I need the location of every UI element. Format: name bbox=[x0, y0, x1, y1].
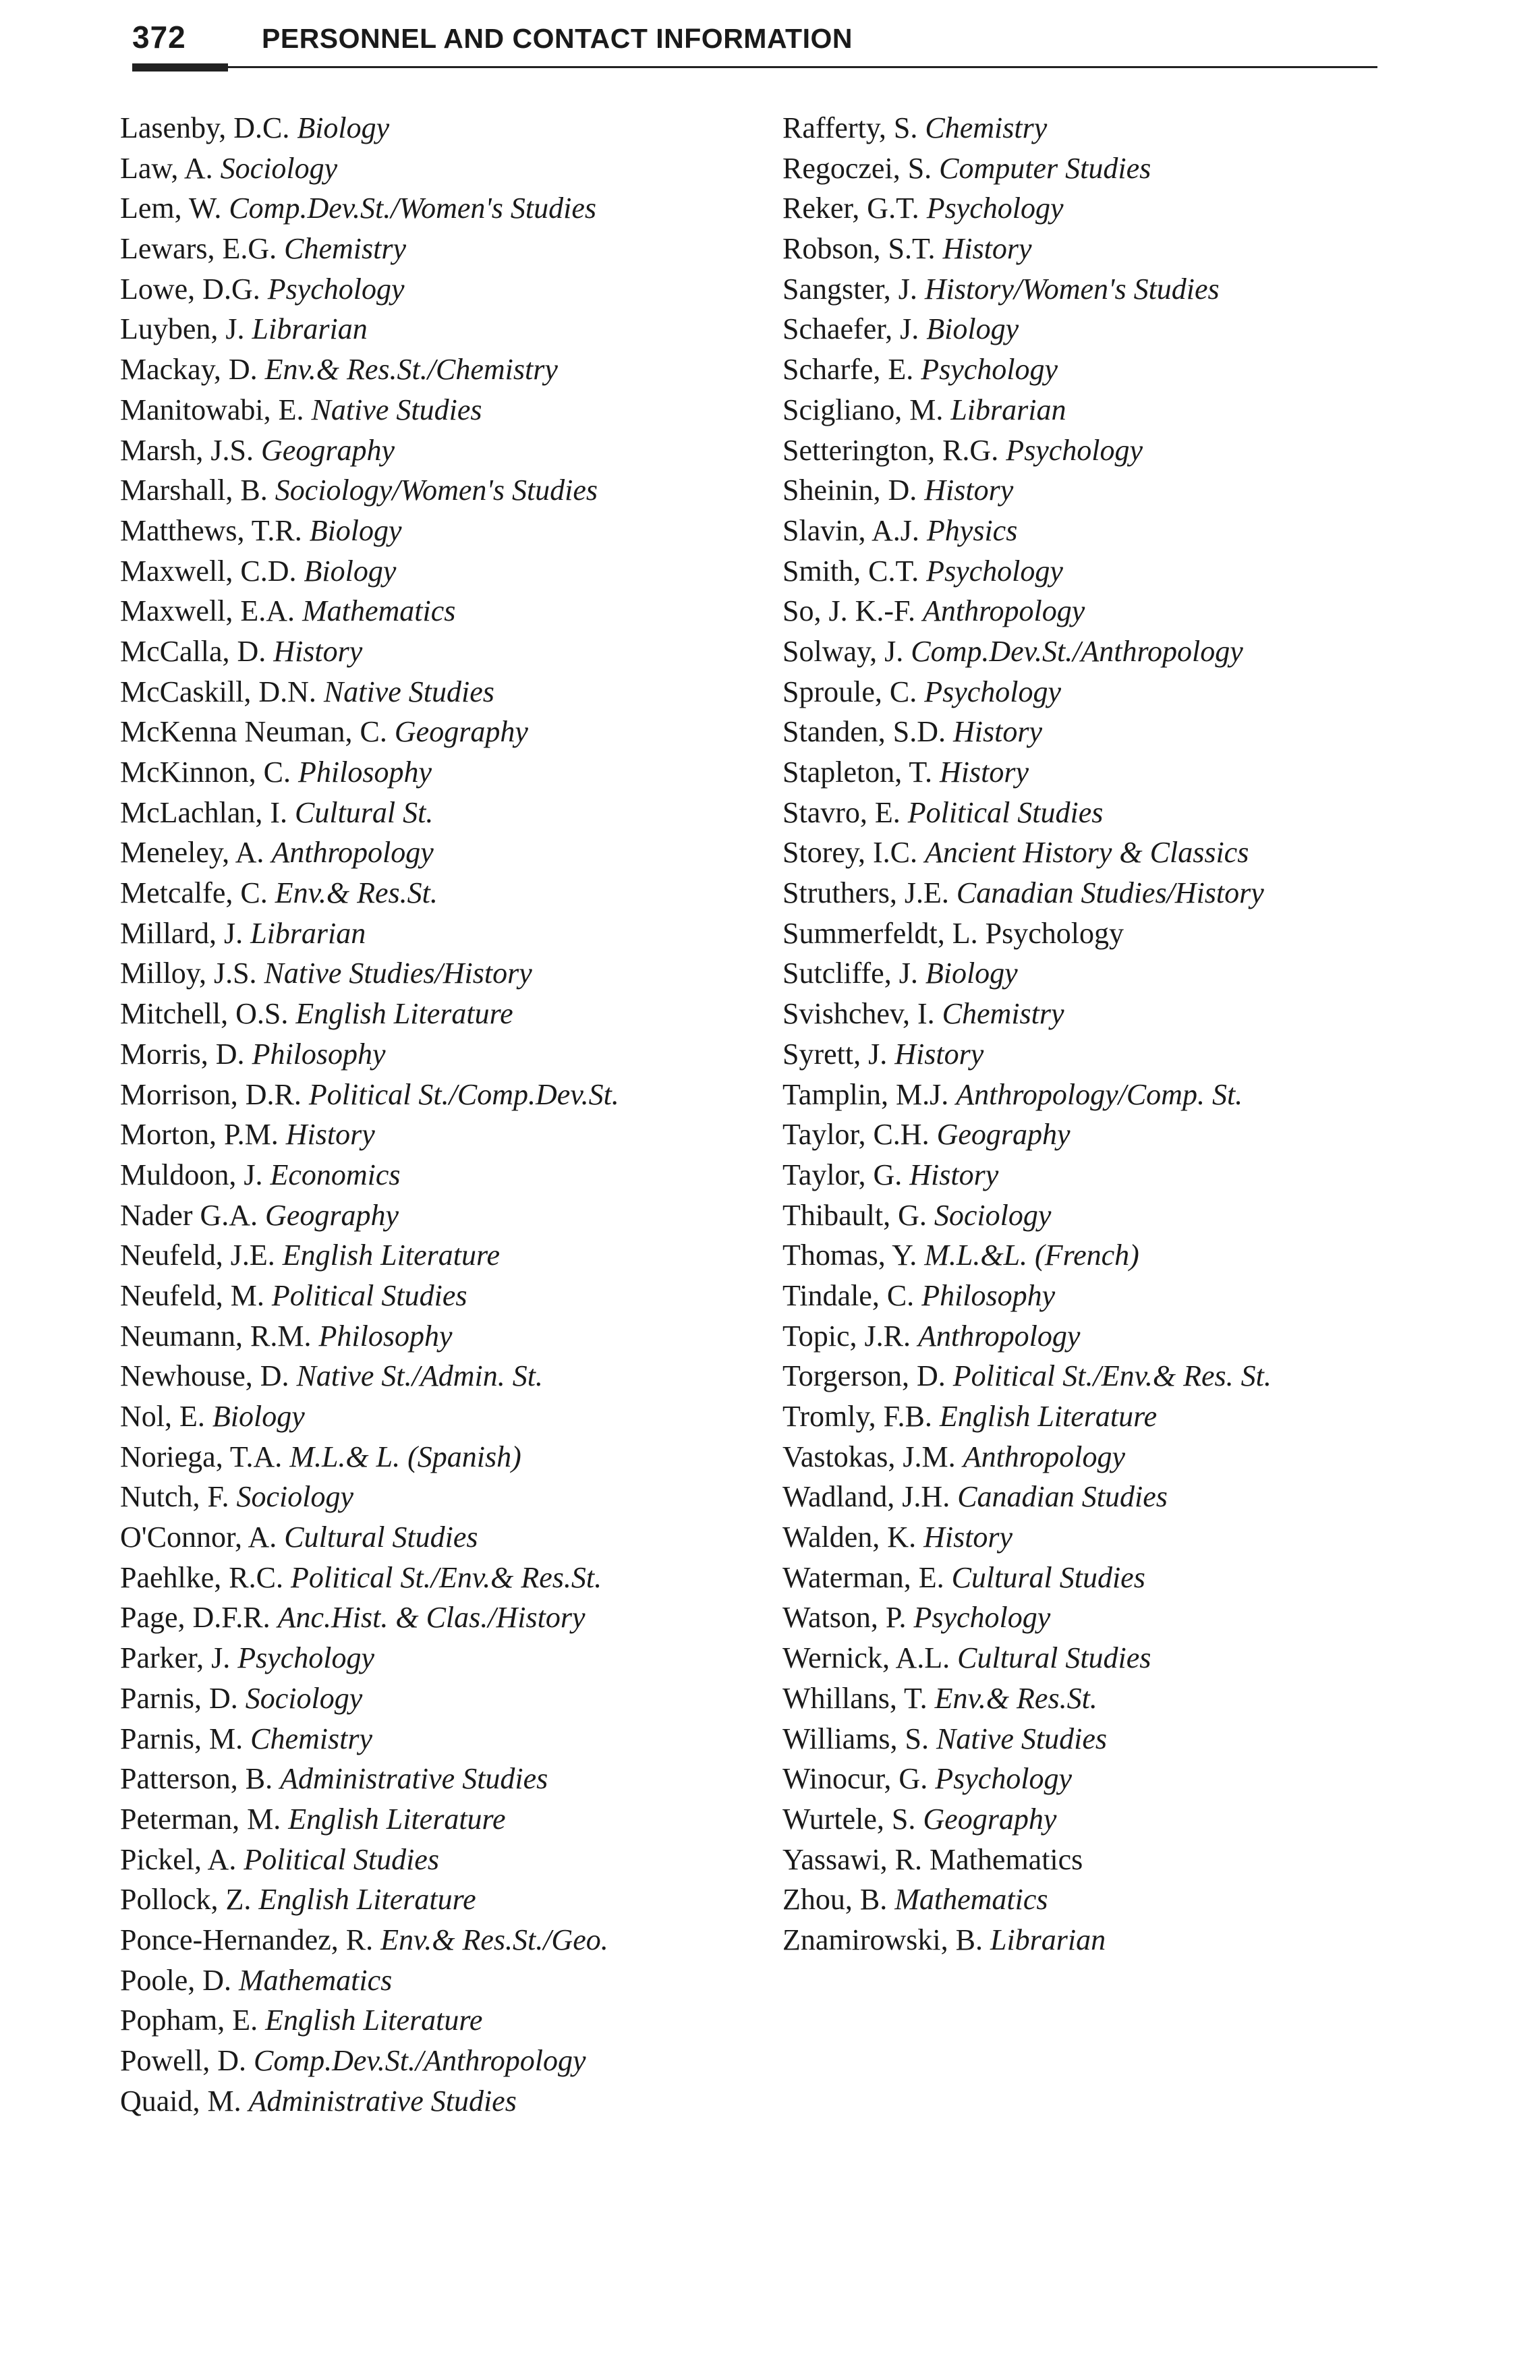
person-name: Svishchev, I. bbox=[782, 997, 935, 1031]
department: Political St./Env.& Res.St. bbox=[290, 1560, 602, 1594]
directory-entry bbox=[120, 1960, 795, 2001]
person-name: Watson, P. bbox=[782, 1601, 907, 1635]
directory-entry bbox=[120, 1396, 795, 1437]
department: Psychology bbox=[985, 916, 1124, 950]
directory-entry bbox=[120, 269, 795, 310]
directory-entry bbox=[782, 913, 1457, 954]
directory-entry bbox=[120, 1799, 795, 1840]
person-name: Luyben, J. bbox=[120, 312, 245, 346]
person-name: Syrett, J. bbox=[782, 1037, 888, 1071]
department: Anthropology bbox=[922, 594, 1085, 628]
person-name: Nutch, F. bbox=[120, 1480, 229, 1514]
person-name: Vastokas, J.M. bbox=[782, 1440, 956, 1473]
department: Administrative Studies bbox=[248, 2084, 517, 2118]
person-name: Lewars, E.G. bbox=[120, 232, 277, 266]
person-name: Nader G.A. bbox=[120, 1198, 258, 1232]
department: Chemistry bbox=[284, 232, 407, 266]
department: Biology bbox=[926, 312, 1019, 346]
directory-entry bbox=[120, 1719, 795, 1759]
department: Chemistry bbox=[942, 997, 1064, 1031]
person-name: Whillans, T. bbox=[782, 1681, 928, 1715]
department: Canadian Studies/History bbox=[956, 876, 1264, 910]
department: Librarian bbox=[950, 393, 1066, 426]
directory-entry bbox=[120, 1075, 795, 1115]
department: History bbox=[923, 1521, 1013, 1554]
department: Mathematics bbox=[894, 1883, 1048, 1917]
department: Biology bbox=[304, 554, 397, 588]
person-name: Slavin, A.J. bbox=[782, 513, 919, 547]
directory-entry bbox=[782, 1316, 1457, 1357]
person-name: Scigliano, M. bbox=[782, 393, 944, 426]
person-name: Summerfeldt, L. bbox=[782, 916, 978, 950]
directory-entry bbox=[120, 2000, 795, 2041]
person-name: Milloy, J.S. bbox=[120, 957, 257, 990]
directory-entry bbox=[120, 551, 795, 592]
department: Env.& Res.St. bbox=[275, 876, 438, 910]
department: Env.& Res.St./Geo. bbox=[380, 1923, 608, 1956]
directory-entry bbox=[782, 1276, 1457, 1316]
directory-entry bbox=[120, 994, 795, 1034]
department: Psychology bbox=[926, 192, 1064, 225]
left-column bbox=[120, 108, 795, 2121]
directory-entry bbox=[120, 793, 795, 833]
person-name: Matthews, T.R. bbox=[120, 513, 302, 547]
person-name: Pickel, A. bbox=[120, 1842, 237, 1876]
directory-entry bbox=[782, 1155, 1457, 1195]
directory-entry bbox=[782, 430, 1457, 471]
directory-entry bbox=[120, 712, 795, 752]
directory-entry bbox=[782, 672, 1457, 712]
directory-entry bbox=[120, 1477, 795, 1517]
person-name: Sangster, J. bbox=[782, 272, 917, 306]
directory-entry bbox=[782, 1558, 1457, 1598]
department: M.L.&L. (French) bbox=[924, 1239, 1139, 1272]
department: Anthropology bbox=[271, 836, 434, 870]
department: Cultural Studies bbox=[951, 1560, 1145, 1594]
directory-entry bbox=[120, 1840, 795, 1880]
department: Geography bbox=[936, 1118, 1071, 1152]
person-name: Sheinin, D. bbox=[782, 474, 917, 507]
person-name: Powell, D. bbox=[120, 2044, 246, 2077]
person-name: Law, A. bbox=[120, 151, 213, 185]
directory-entry bbox=[782, 229, 1457, 269]
person-name: Taylor, G. bbox=[782, 1158, 903, 1191]
department: Philosophy bbox=[298, 756, 432, 789]
department: Chemistry bbox=[250, 1722, 373, 1755]
person-name: Newhouse, D. bbox=[120, 1359, 289, 1393]
department: Librarian bbox=[252, 312, 368, 346]
person-name: Regoczei, S. bbox=[782, 151, 932, 185]
person-name: So, J. K.-F. bbox=[782, 594, 915, 628]
department: Cultural Studies bbox=[284, 1521, 478, 1554]
department: History bbox=[285, 1118, 375, 1152]
directory-entry bbox=[782, 1356, 1457, 1396]
person-name: Waterman, E. bbox=[782, 1560, 944, 1594]
person-name: Paehlke, R.C. bbox=[120, 1560, 283, 1594]
directory-entry bbox=[782, 591, 1457, 631]
directory-entry bbox=[120, 229, 795, 269]
person-name: Marsh, J.S. bbox=[120, 433, 254, 467]
person-name: Maxwell, E.A. bbox=[120, 594, 295, 628]
department: Comp.Dev.St./Anthropology bbox=[911, 634, 1243, 668]
directory-entry bbox=[120, 873, 795, 913]
directory-entry bbox=[120, 511, 795, 551]
department: Env.& Res.St. bbox=[934, 1681, 1097, 1715]
department: Biology bbox=[309, 513, 402, 547]
person-name: Struthers, J.E. bbox=[782, 876, 949, 910]
directory-entry bbox=[120, 913, 795, 954]
directory-entry bbox=[782, 1195, 1457, 1236]
directory-entry bbox=[782, 873, 1457, 913]
department: Comp.Dev.St./Anthropology bbox=[254, 2044, 586, 2077]
department: Computer Studies bbox=[939, 151, 1151, 185]
directory-entry bbox=[782, 1034, 1457, 1075]
person-name: Setterington, R.G. bbox=[782, 433, 999, 467]
person-name: Znamirowski, B. bbox=[782, 1923, 983, 1956]
department: Ancient History & Classics bbox=[925, 836, 1249, 870]
directory-entry bbox=[120, 349, 795, 390]
person-name: Meneley, A. bbox=[120, 836, 264, 870]
directory-entry bbox=[120, 1316, 795, 1357]
right-column bbox=[782, 108, 1457, 1960]
directory-entry bbox=[120, 752, 795, 793]
directory-entry bbox=[120, 832, 795, 873]
department: Philosophy bbox=[318, 1319, 453, 1353]
directory-entry bbox=[120, 1155, 795, 1195]
department: Sociology bbox=[245, 1681, 363, 1715]
directory-entry bbox=[120, 1437, 795, 1477]
department: Anc.Hist. & Clas./History bbox=[277, 1601, 586, 1635]
department: Biology bbox=[925, 957, 1018, 990]
department: Political Studies bbox=[244, 1842, 439, 1876]
person-name: Winocur, G. bbox=[782, 1762, 928, 1796]
person-name: Thomas, Y. bbox=[782, 1239, 917, 1272]
department: History bbox=[940, 756, 1029, 789]
department: Economics bbox=[270, 1158, 401, 1191]
directory-entry bbox=[782, 1114, 1457, 1155]
department: Native Studies bbox=[311, 393, 482, 426]
department: English Literature bbox=[258, 1883, 476, 1917]
directory-entry bbox=[782, 1719, 1457, 1759]
department: Biology bbox=[212, 1400, 305, 1433]
department: Anthropology/Comp. St. bbox=[956, 1077, 1243, 1111]
person-name: Wurtele, S. bbox=[782, 1802, 916, 1836]
person-name: Ponce-Hernandez, R. bbox=[120, 1923, 374, 1956]
person-name: Scharfe, E. bbox=[782, 353, 914, 387]
department: Political St./Comp.Dev.St. bbox=[308, 1077, 619, 1111]
person-name: Sutcliffe, J. bbox=[782, 957, 918, 990]
directory-entry bbox=[782, 1759, 1457, 1799]
department: English Literature bbox=[282, 1239, 500, 1272]
directory-entry bbox=[782, 953, 1457, 994]
person-name: McKinnon, C. bbox=[120, 756, 291, 789]
department: Native St./Admin. St. bbox=[296, 1359, 543, 1393]
person-name: Pollock, Z. bbox=[120, 1883, 252, 1917]
directory-entry bbox=[120, 430, 795, 471]
person-name: Neumann, R.M. bbox=[120, 1319, 312, 1353]
directory-entry bbox=[120, 309, 795, 349]
person-name: Stapleton, T. bbox=[782, 756, 933, 789]
directory-entry bbox=[120, 672, 795, 712]
directory-entry bbox=[120, 1276, 795, 1316]
person-name: O'Connor, A. bbox=[120, 1521, 277, 1554]
department: English Literature bbox=[265, 2004, 483, 2037]
department: Psychology bbox=[921, 353, 1058, 387]
department: Psychology bbox=[924, 675, 1062, 708]
department: Native Studies bbox=[936, 1722, 1107, 1755]
department: Anthropology bbox=[963, 1440, 1126, 1473]
department: Political Studies bbox=[907, 795, 1104, 829]
directory-entry bbox=[120, 470, 795, 511]
directory-entry bbox=[782, 1879, 1457, 1920]
person-name: Nol, E. bbox=[120, 1400, 205, 1433]
directory-entry bbox=[120, 1034, 795, 1075]
person-name: Maxwell, C.D. bbox=[120, 554, 297, 588]
directory-entry bbox=[782, 511, 1457, 551]
directory-entry bbox=[782, 1597, 1457, 1638]
person-name: Robson, S.T. bbox=[782, 232, 936, 266]
department: Philosophy bbox=[252, 1037, 386, 1071]
department: Librarian bbox=[250, 916, 366, 950]
department: M.L.& L. (Spanish) bbox=[289, 1440, 521, 1473]
directory-entry bbox=[782, 1920, 1457, 1960]
directory-entry bbox=[120, 1114, 795, 1155]
department: Geography bbox=[265, 1198, 399, 1232]
person-name: Wadland, J.H. bbox=[782, 1480, 950, 1514]
person-name: Solway, J. bbox=[782, 634, 904, 668]
person-name: Patterson, B. bbox=[120, 1762, 273, 1796]
directory-entry bbox=[782, 269, 1457, 310]
directory-entry bbox=[782, 752, 1457, 793]
person-name: Schaefer, J. bbox=[782, 312, 919, 346]
directory-entry bbox=[120, 1638, 795, 1678]
department: Sociology/Women's Studies bbox=[275, 474, 598, 507]
department: Cultural St. bbox=[295, 795, 434, 829]
directory-entry bbox=[782, 1477, 1457, 1517]
person-name: Page, D.F.R. bbox=[120, 1601, 270, 1635]
person-name: Morton, P.M. bbox=[120, 1118, 279, 1152]
directory-entry bbox=[782, 1517, 1457, 1558]
directory-entry bbox=[120, 390, 795, 430]
person-name: Stavro, E. bbox=[782, 795, 901, 829]
person-name: Sproule, C. bbox=[782, 675, 917, 708]
directory-entry bbox=[782, 1396, 1457, 1437]
person-name: Tamplin, M.J. bbox=[782, 1077, 949, 1111]
department: Administrative Studies bbox=[280, 1762, 548, 1796]
department: Sociology bbox=[220, 151, 338, 185]
department: Political St./Env.& Res. St. bbox=[952, 1359, 1272, 1393]
directory-entry bbox=[120, 1678, 795, 1719]
person-name: Millard, J. bbox=[120, 916, 244, 950]
department: Mathematics bbox=[930, 1842, 1083, 1876]
page-number: 372 bbox=[132, 20, 186, 55]
department: Anthropology bbox=[918, 1319, 1081, 1353]
directory-entry bbox=[120, 1235, 795, 1276]
department: Psychology bbox=[237, 1641, 375, 1675]
directory-entry bbox=[782, 1799, 1457, 1840]
department: English Literature bbox=[295, 997, 513, 1031]
department: Physics bbox=[926, 513, 1018, 547]
department: Biology bbox=[297, 111, 390, 144]
header-rule bbox=[132, 66, 1377, 68]
directory-entry bbox=[782, 1678, 1457, 1719]
department: Geography bbox=[394, 715, 528, 749]
department: Native Studies bbox=[323, 675, 494, 708]
directory-entry bbox=[120, 148, 795, 189]
department: Political Studies bbox=[271, 1278, 467, 1312]
directory-entry bbox=[120, 1597, 795, 1638]
directory-entry bbox=[782, 349, 1457, 390]
person-name: Parnis, M. bbox=[120, 1722, 244, 1755]
person-name: Walden, K. bbox=[782, 1521, 917, 1554]
directory-entry bbox=[782, 793, 1457, 833]
department: Mathematics bbox=[239, 1963, 393, 1997]
running-header bbox=[132, 19, 1377, 73]
person-name: McCalla, D. bbox=[120, 634, 266, 668]
person-name: Noriega, T.A. bbox=[120, 1440, 283, 1473]
department: History/Women's Studies bbox=[924, 272, 1220, 306]
person-name: Neufeld, M. bbox=[120, 1278, 264, 1312]
directory-entry bbox=[120, 2041, 795, 2081]
directory-entry bbox=[782, 390, 1457, 430]
person-name: Marshall, B. bbox=[120, 474, 268, 507]
person-name: Yassawi, R. bbox=[782, 1842, 923, 1876]
department: History bbox=[953, 715, 1042, 749]
directory-entry bbox=[782, 994, 1457, 1034]
department: English Literature bbox=[939, 1400, 1158, 1433]
running-title: PERSONNEL AND CONTACT INFORMATION bbox=[262, 23, 853, 54]
directory-entry bbox=[782, 1235, 1457, 1276]
department: Geography bbox=[923, 1802, 1057, 1836]
directory-entry bbox=[120, 1517, 795, 1558]
person-name: McCaskill, D.N. bbox=[120, 675, 316, 708]
person-name: Lasenby, D.C. bbox=[120, 111, 290, 144]
directory-entry bbox=[782, 631, 1457, 672]
person-name: Reker, G.T. bbox=[782, 192, 919, 225]
person-name: Williams, S. bbox=[782, 1722, 930, 1755]
person-name: Smith, C.T. bbox=[782, 554, 919, 588]
person-name: Torgerson, D. bbox=[782, 1359, 946, 1393]
department: Librarian bbox=[990, 1923, 1106, 1956]
department: Psychology bbox=[935, 1762, 1072, 1796]
person-name: Muldoon, J. bbox=[120, 1158, 263, 1191]
person-name: Tromly, F.B. bbox=[782, 1400, 932, 1433]
department: Mathematics bbox=[302, 594, 456, 628]
person-name: Morrison, D.R. bbox=[120, 1077, 302, 1111]
person-name: Quaid, M. bbox=[120, 2084, 241, 2118]
department: Comp.Dev.St./Women's Studies bbox=[229, 192, 597, 225]
person-name: Standen, S.D. bbox=[782, 715, 946, 749]
directory-entry bbox=[782, 832, 1457, 873]
department: History bbox=[909, 1158, 999, 1191]
person-name: Neufeld, J.E. bbox=[120, 1239, 275, 1272]
department: Env.& Res.St./Chemistry bbox=[264, 353, 558, 387]
department: Geography bbox=[261, 433, 395, 467]
department: Cultural Studies bbox=[957, 1641, 1151, 1675]
department: Native Studies/History bbox=[264, 957, 532, 990]
directory-entry bbox=[120, 2081, 795, 2122]
department: Chemistry bbox=[925, 111, 1048, 144]
directory-entry bbox=[782, 148, 1457, 189]
person-name: Manitowabi, E. bbox=[120, 393, 304, 426]
person-name: Zhou, B. bbox=[782, 1883, 888, 1917]
directory-entry bbox=[782, 1638, 1457, 1678]
directory-entry bbox=[120, 1879, 795, 1920]
person-name: Taylor, C.H. bbox=[782, 1118, 930, 1152]
directory-entry bbox=[120, 1920, 795, 1960]
person-name: McKenna Neuman, C. bbox=[120, 715, 387, 749]
department: Psychology bbox=[267, 272, 405, 306]
directory-entry bbox=[782, 309, 1457, 349]
person-name: Thibault, G. bbox=[782, 1198, 927, 1232]
department: Psychology bbox=[926, 554, 1063, 588]
person-name: Popham, E. bbox=[120, 2004, 258, 2037]
person-name: Lowe, D.G. bbox=[120, 272, 260, 306]
directory-entry bbox=[782, 1075, 1457, 1115]
directory-entry bbox=[782, 188, 1457, 229]
directory-entry bbox=[782, 108, 1457, 148]
directory-entry bbox=[120, 631, 795, 672]
person-name: Morris, D. bbox=[120, 1037, 245, 1071]
department: Canadian Studies bbox=[957, 1480, 1168, 1514]
person-name: Lem, W. bbox=[120, 192, 222, 225]
directory-entry bbox=[120, 1356, 795, 1396]
directory-entry bbox=[120, 1759, 795, 1799]
directory-entry bbox=[782, 551, 1457, 592]
person-name: Topic, J.R. bbox=[782, 1319, 911, 1353]
person-name: Tindale, C. bbox=[782, 1278, 915, 1312]
department: History bbox=[273, 634, 363, 668]
directory-entry bbox=[782, 1437, 1457, 1477]
directory-entry bbox=[782, 470, 1457, 511]
person-name: Storey, I.C. bbox=[782, 836, 918, 870]
department: Psychology bbox=[913, 1601, 1051, 1635]
directory-entry bbox=[120, 953, 795, 994]
person-name: Mitchell, O.S. bbox=[120, 997, 289, 1031]
department: Sociology bbox=[934, 1198, 1052, 1232]
department: Psychology bbox=[1006, 433, 1143, 467]
person-name: McLachlan, I. bbox=[120, 795, 287, 829]
directory-entry bbox=[120, 108, 795, 148]
person-name: Parnis, D. bbox=[120, 1681, 238, 1715]
department: History bbox=[942, 232, 1032, 266]
directory-entry bbox=[120, 1195, 795, 1236]
person-name: Wernick, A.L. bbox=[782, 1641, 950, 1675]
department: English Literature bbox=[288, 1802, 506, 1836]
directory-entry bbox=[782, 1840, 1457, 1880]
department: History bbox=[894, 1037, 984, 1071]
person-name: Peterman, M. bbox=[120, 1802, 281, 1836]
department: Sociology bbox=[236, 1480, 353, 1514]
directory-entry bbox=[120, 591, 795, 631]
person-name: Mackay, D. bbox=[120, 353, 258, 387]
person-name: Parker, J. bbox=[120, 1641, 231, 1675]
department: History bbox=[924, 474, 1014, 507]
department: Philosophy bbox=[921, 1278, 1056, 1312]
person-name: Rafferty, S. bbox=[782, 111, 918, 144]
person-name: Poole, D. bbox=[120, 1963, 231, 1997]
directory-entry bbox=[120, 1558, 795, 1598]
person-name: Metcalfe, C. bbox=[120, 876, 268, 910]
directory-entry bbox=[782, 712, 1457, 752]
directory-entry bbox=[120, 188, 795, 229]
